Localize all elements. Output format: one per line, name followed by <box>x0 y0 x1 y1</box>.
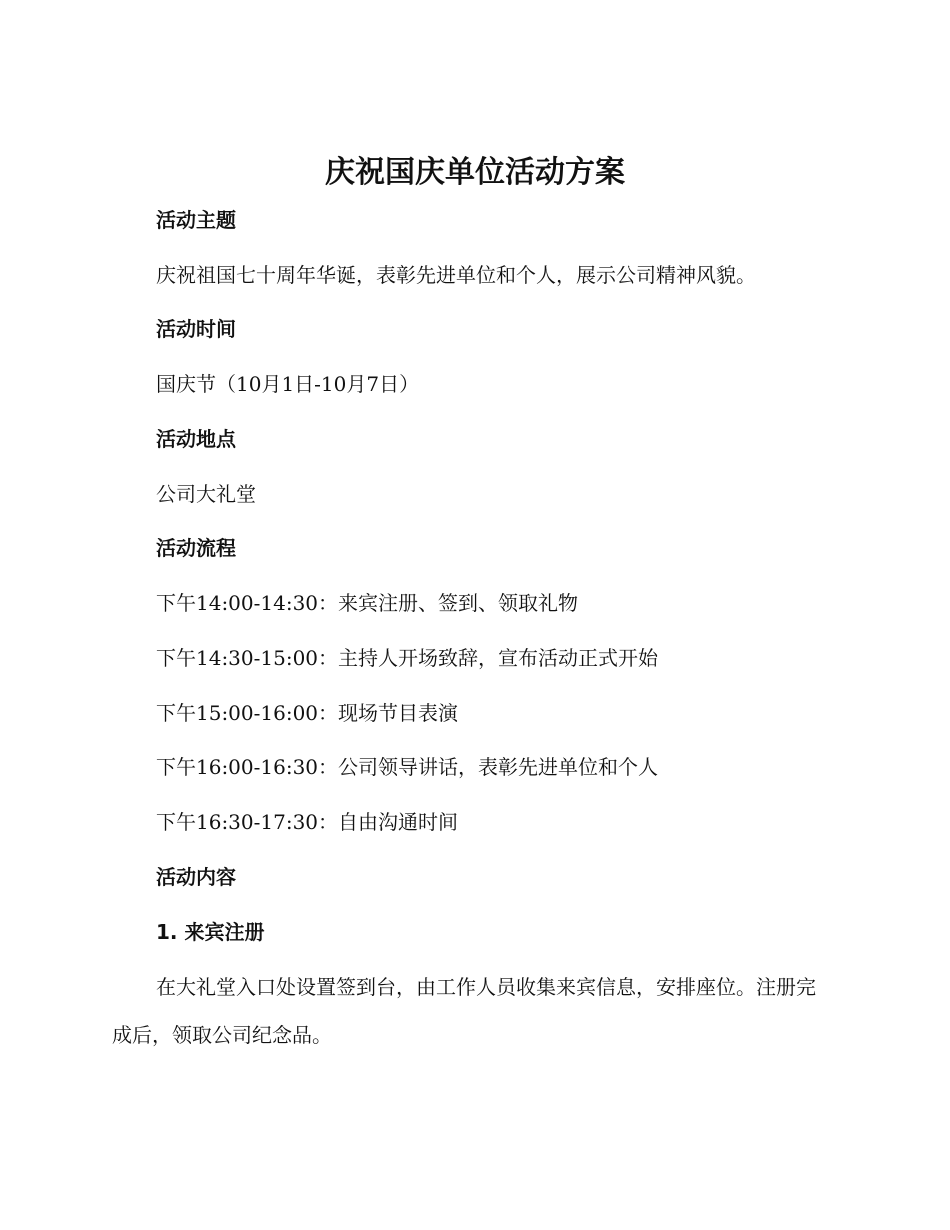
document-title: 庆祝国庆单位活动方案 <box>325 155 625 190</box>
flow-item: 下午16:30-17:30：自由沟通时间 <box>156 810 459 834</box>
subheading-registration: 1. 来宾注册 <box>156 920 265 944</box>
heading-content: 活动内容 <box>156 865 236 889</box>
flow-item: 下午16:00-16:30：公司领导讲话，表彰先进单位和个人 <box>156 755 659 779</box>
flow-item: 下午14:00-14:30：来宾注册、签到、领取礼物 <box>156 591 579 615</box>
heading-flow: 活动流程 <box>156 536 236 560</box>
location-text: 公司大礼堂 <box>156 482 256 506</box>
heading-time: 活动时间 <box>156 317 236 341</box>
time-text: 国庆节（10月1日-10月7日） <box>156 372 420 396</box>
heading-theme: 活动主题 <box>156 208 236 232</box>
flow-item: 下午14:30-15:00：主持人开场致辞，宣布活动正式开始 <box>156 646 659 670</box>
registration-text: 在大礼堂入口处设置签到台，由工作人员收集来宾信息，安排座位。注册完成后，领取公司纪念品。 <box>112 975 816 1047</box>
flow-item: 下午15:00-16:00：现场节目表演 <box>156 701 459 725</box>
heading-location: 活动地点 <box>156 427 236 451</box>
theme-text: 庆祝祖国七十周年华诞，表彰先进单位和个人，展示公司精神风貌。 <box>156 263 756 287</box>
